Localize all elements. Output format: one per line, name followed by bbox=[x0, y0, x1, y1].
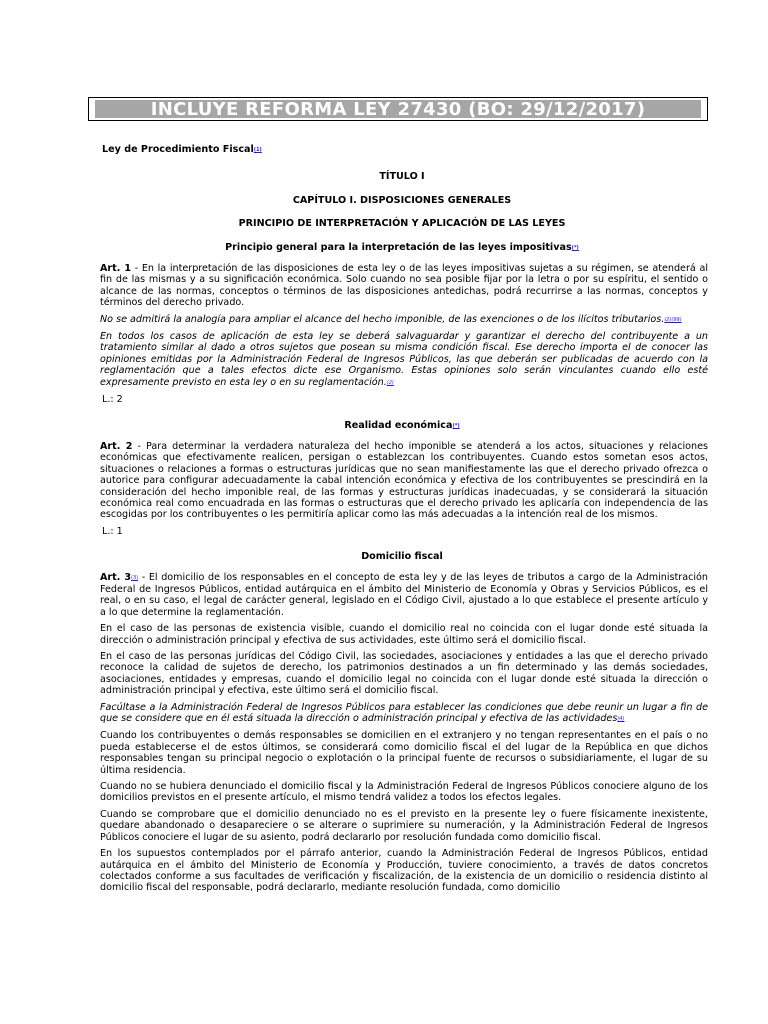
article-text: - En la interpretación de las disposiciones de esta ley o de las leyes impositivas sujetas a su régimen, se atenderá al fin de las mismas y a su significación económica. Solo cuando no sea posible fijar por la letra o por su espíritu, el sentido o alcance de las normas, conceptos o términos de las disposiciones antedichas, podrá recurrirse a las normas, conceptos y términos del derecho privado. bbox=[100, 263, 708, 309]
article-3-paragraph-6: Cuando no se hubiera denunciado el domicilio fiscal y la Administración Federal de Ingresos Públicos conociere alguno de los domicilios previstos en el presente artículo, el mismo tendrá validez a todos los efectos legales. bbox=[100, 781, 708, 804]
article-3-paragraph-4 bbox=[96, 702, 708, 726]
law-reference: L.: 2 bbox=[102, 394, 123, 406]
article-3-paragraph-7: Cuando se comprobare que el domicilio denunciado no es el previsto en la presente ley o fuere físicamente inexistente, quedare abandonado o desapareciere o se alterare o suprimiere su numeración, y la Administración Federal de Ingresos Públicos conociere el lugar de su asiento, podrá declararlo por resolución fundada como domicilio fiscal. bbox=[100, 808, 708, 843]
footnote-link[interactable]: (1) bbox=[253, 147, 262, 153]
law-name-text: Ley de Procedimiento Fiscal bbox=[102, 144, 254, 155]
section-heading-interpretation bbox=[96, 242, 708, 254]
footnote-link[interactable]: (4) bbox=[617, 716, 625, 723]
article-3-paragraph-5: Cuando los contribuyentes o demás responsables se domicilien en el extranjero y no tengan representantes en el país o no pueda establecerse el de estos últimos, se considerará como domicilio fiscal el del lugar de la República en que dichos responsables tengan su principal negocio o explotación o la principal fuente de recursos o subsidiariamente, el lugar de su última residencia. bbox=[100, 730, 708, 776]
footnote-link[interactable]: (*) bbox=[571, 244, 579, 251]
article-3-paragraph-2: En el caso de las personas de existencia visible, cuando el domicilio real no coincida con el lugar donde esté situada la dirección o administración principal y efectiva de sus actividades, este último será el domicilio fiscal. bbox=[100, 623, 708, 646]
footnote-link[interactable]: (2) bbox=[386, 379, 394, 386]
footnote-link[interactable]: (*) bbox=[452, 422, 460, 429]
article-text: - Para determinar la verdadera naturaleza del hecho imponible se atenderá a los actos, situaciones y relaciones económicas que efectivamente realicen, persigan o establezcan los contribuyentes. Cuando estos sometan esos actos, situaciones o relaciones a formas o estructuras jurídicas que no sean manifiestamente las que el derecho privado ofrezca o autorice para configurar adecuadamente la cabal intención económica y efectiva de los contribuyentes se prescindirá en la consideración del hecho imponible real, de las formas y estructuras jurídicas inadecuadas, y se considerará la situación económica real como encuadrada en las formas o estructuras que el derecho privado les aplicaría con independencia de las escogidas por los contribuyentes o les permitiría aplicar como las más adecuadas a la intención real de los mismos. bbox=[100, 440, 708, 521]
section-heading-text: Realidad económica bbox=[344, 419, 453, 431]
article-text: - El domicilio de los responsables en el concepto de esta ley y de las leyes de tributos a cargo de la Administración Federal de Ingresos Públicos, entidad autárquica en el ámbito del Ministerio de Economía y Obras y Servicios Públicos, es el real, o en su caso, el legal de carácter general, legislado en el Código Civil, ajustado a lo que establece el presente artículo y a lo que determine la reglamentación. bbox=[100, 571, 708, 618]
article-3-paragraph-3: En el caso de las personas jurídicas del Código Civil, las sociedades, asociaciones y entidades a las que el derecho privado reconoce la calidad de sujetos de derecho, los patrimonios destinados a un fin determinado y las demás sociedades, asociaciones, entidades y empresas, cuando el domicilio legal no coincida con el lugar donde esté situada la dirección o administración principal y efectiva, este último será el domicilio fiscal. bbox=[100, 651, 708, 697]
paragraph-text: Facúltase a la Administración Federal de Ingresos Públicos para establecer las condiciones que debe reunir un lugar a fin de que se considere que en él está situada la dirección o administración principal y efectiva de las actividades bbox=[100, 701, 708, 725]
principle-heading: PRINCIPIO DE INTERPRETACIÓN Y APLICACIÓN DE LAS LEYES bbox=[238, 218, 566, 230]
law-name bbox=[102, 144, 708, 156]
law-reference: L.: 1 bbox=[102, 525, 123, 537]
article-2 bbox=[96, 441, 708, 521]
chapter-heading: CAPÍTULO I. DISPOSICIONES GENERALES bbox=[292, 194, 512, 206]
article-3 bbox=[96, 572, 708, 619]
paragraph-text: No se admitirá la analogía para ampliar el alcance del hecho imponible, de las exenciones o de los ilícitos tributarios. bbox=[100, 313, 665, 325]
section-heading-text: Principio general para la interpretación de las leyes impositivas bbox=[225, 241, 572, 253]
reform-banner bbox=[88, 97, 708, 121]
article-label: Art. 1 bbox=[100, 263, 132, 275]
reform-banner-fill bbox=[95, 100, 701, 118]
paragraph-text: En todos los casos de aplicación de esta ley se deberá salvaguardar y garantizar el derecho del contribuyente a un tratamiento similar al dado a otros sujetos que posean su misma condición fiscal. Ese derecho importa el de conocer las opiniones emitidas por la Administración Federal de Ingresos Públicos, las que deberán ser publicadas de acuerdo con la reglamentación que a tales efectos dicte ese Organismo. Estas opiniones solo serán vinculantes cuando ello esté expresamente previsto en esta ley o en su reglamentación. bbox=[100, 331, 708, 388]
article-1 bbox=[96, 263, 708, 309]
section-heading-fiscal-domicile: Domicilio fiscal bbox=[361, 551, 443, 563]
reform-banner-title: INCLUYE REFORMA LEY 27430 (BO: 29/12/2017) bbox=[150, 98, 646, 120]
section-heading-economic-reality bbox=[96, 420, 708, 432]
article-3-paragraph-8: En los supuestos contemplados por el párrafo anterior, cuando la Administración Federal de Ingresos Públicos, entidad autárquica en el ámbito del Ministerio de Economía y Producción, tuviere conocimiento, a través de datos concretos colectados conforme a sus facultades de verificación y fiscalización, de la existencia de un domicilio o residencia distinto al domicilio fiscal del responsable, podrá declararlo, mediante resolución fundada, como domicilio bbox=[100, 848, 708, 894]
article-label: Art. 3 bbox=[100, 571, 131, 583]
document-body bbox=[96, 144, 708, 894]
title-heading: TÍTULO I bbox=[379, 171, 425, 183]
footnote-link[interactable]: (3) bbox=[131, 574, 139, 581]
article-label: Art. 2 bbox=[100, 440, 133, 452]
footnote-link[interactable]: (2)(99) bbox=[664, 316, 682, 323]
article-1-paragraph-3 bbox=[96, 331, 708, 389]
article-1-paragraph-2 bbox=[96, 314, 708, 326]
